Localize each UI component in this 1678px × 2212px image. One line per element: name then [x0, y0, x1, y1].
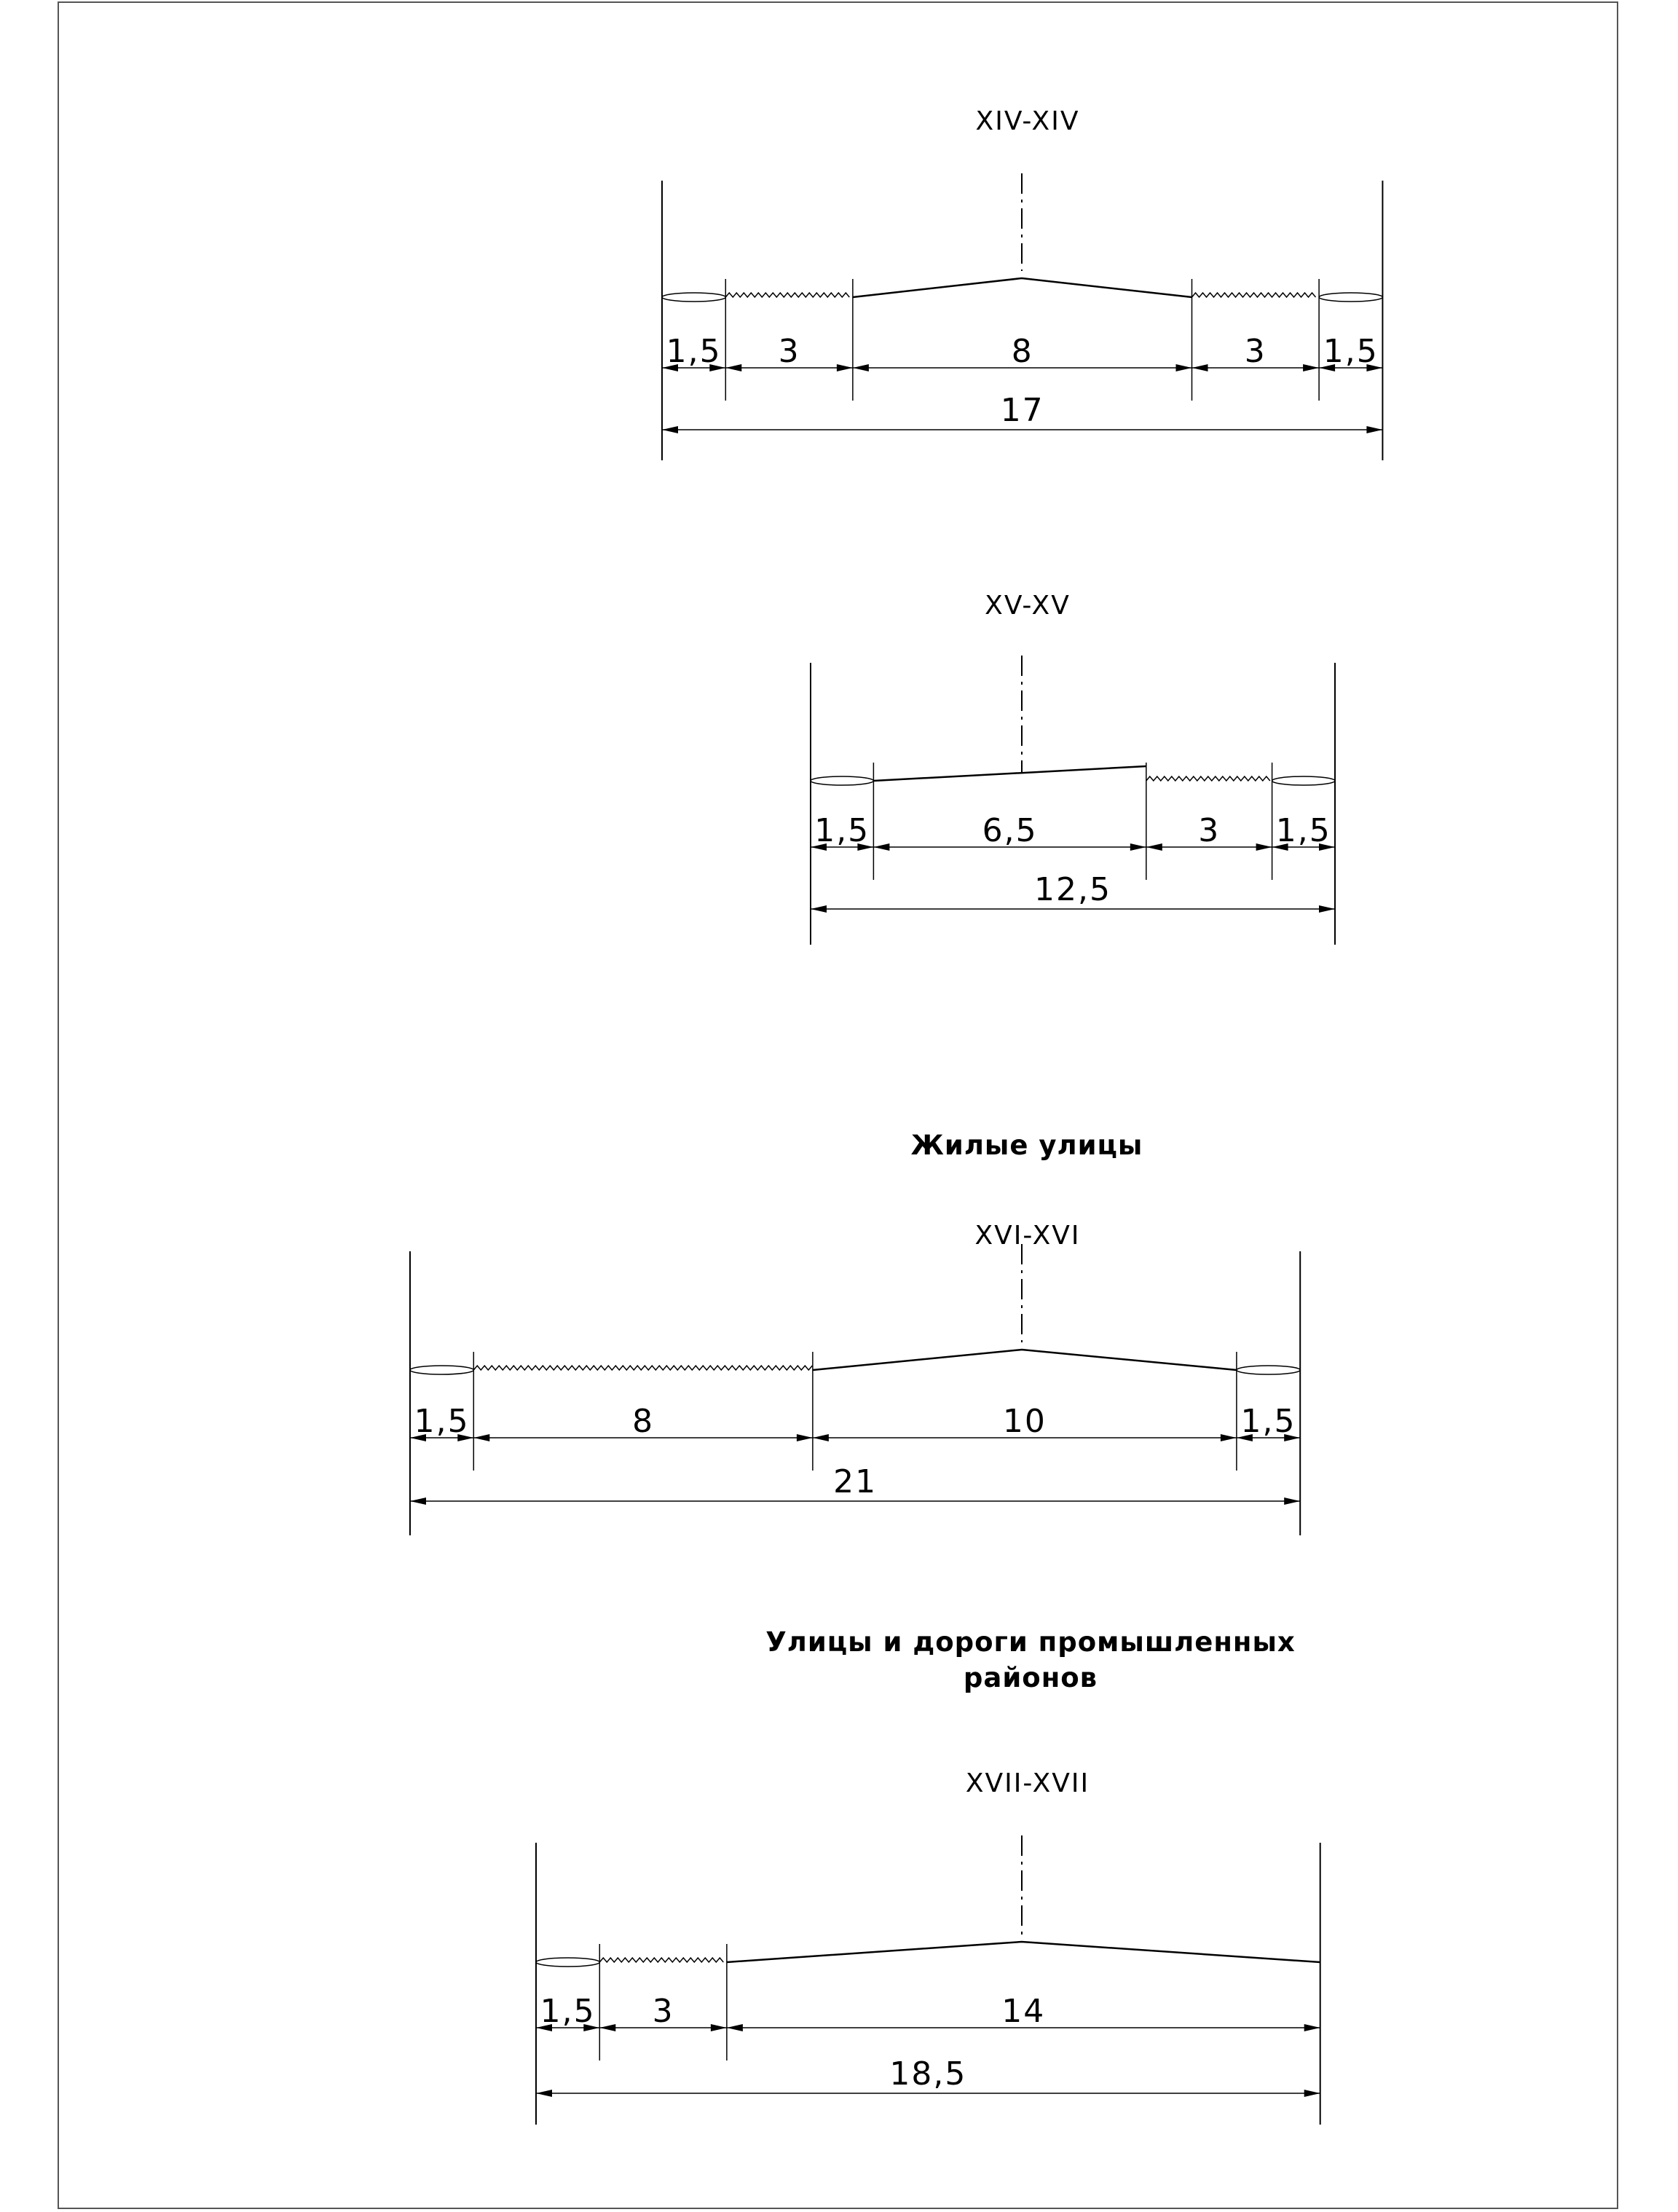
dimension-arrowhead — [725, 364, 741, 371]
dimension-label: 3 — [778, 333, 800, 370]
dimension-arrowhead — [873, 843, 889, 851]
carriageway — [727, 1942, 1320, 1962]
cross-section-1 — [662, 106, 1382, 460]
dimension-label: 1,5 — [1323, 333, 1379, 370]
dimension-arrowhead — [1304, 2090, 1320, 2097]
dimension-arrowhead — [1366, 426, 1382, 433]
heading-residential: Жилые улицы — [910, 1130, 1143, 1161]
dimension-arrowhead — [410, 1497, 426, 1505]
cross-section-3 — [410, 1221, 1300, 1535]
green-strip — [599, 1958, 723, 1962]
dimension-arrowhead — [711, 2024, 727, 2031]
dimension-arrowhead — [1221, 1434, 1237, 1441]
cross-section-2 — [811, 591, 1335, 945]
dimension-label: 10 — [1002, 1403, 1047, 1440]
sidewalk — [1272, 776, 1335, 785]
dimension-arrowhead — [853, 364, 869, 371]
dimension-label: 1,5 — [666, 333, 722, 370]
dimension-label: 8 — [632, 1403, 655, 1440]
dimension-arrowhead — [536, 2090, 552, 2097]
section-title: XIV-XIV — [975, 106, 1080, 136]
carriageway — [813, 1350, 1237, 1370]
dimension-arrowhead — [1130, 843, 1146, 851]
dimension-arrowhead — [662, 426, 678, 433]
section-title: XVII-XVII — [965, 1768, 1090, 1798]
dimension-arrowhead — [473, 1434, 489, 1441]
dimension-arrowhead — [1303, 364, 1319, 371]
green-strip — [725, 293, 849, 297]
dimension-arrowhead — [1146, 843, 1162, 851]
dimension-label: 1,5 — [1275, 812, 1331, 849]
dimension-label: 14 — [1001, 1993, 1046, 2030]
sidewalk — [662, 293, 725, 302]
green-strip — [1192, 293, 1316, 297]
total-dimension-label: 21 — [833, 1463, 878, 1500]
dimension-label: 6,5 — [982, 812, 1038, 849]
section-title: XVI-XVI — [974, 1221, 1081, 1251]
sidewalk — [1237, 1366, 1300, 1374]
dimension-label: 1,5 — [540, 1993, 596, 2030]
dimension-label: 3 — [1244, 333, 1267, 370]
dimension-label: 3 — [652, 1993, 674, 2030]
dimension-label: 8 — [1011, 333, 1033, 370]
cross-section-4 — [536, 1768, 1320, 2125]
dimension-arrowhead — [797, 1434, 813, 1441]
dimension-label: 3 — [1198, 812, 1221, 849]
dimension-arrowhead — [1256, 843, 1272, 851]
section-title: XV-XV — [985, 591, 1071, 621]
green-strip — [1146, 776, 1270, 781]
dimension-label: 1,5 — [814, 812, 870, 849]
dimension-arrowhead — [1192, 364, 1208, 371]
carriageway — [853, 278, 1192, 297]
dimension-arrowhead — [1284, 1497, 1300, 1505]
dimension-label: 1,5 — [414, 1403, 470, 1440]
dimension-label: 1,5 — [1240, 1403, 1296, 1440]
dimension-arrowhead — [1176, 364, 1192, 371]
sidewalk — [1319, 293, 1382, 302]
sidewalk — [811, 776, 873, 785]
total-dimension-label: 17 — [1000, 392, 1044, 429]
heading-industrial-line1: Улицы и дороги промышленных — [765, 1626, 1296, 1658]
dimension-arrowhead — [811, 905, 827, 913]
sidewalk — [410, 1366, 473, 1374]
heading-industrial-line2: районов — [963, 1662, 1098, 1693]
dimension-arrowhead — [1319, 905, 1335, 913]
dimension-arrowhead — [1304, 2024, 1320, 2031]
green-strip — [473, 1366, 812, 1370]
dimension-arrowhead — [727, 2024, 743, 2031]
sections-layer — [410, 106, 1382, 2125]
total-dimension-label: 12,5 — [1034, 871, 1111, 908]
sheet-border — [58, 2, 1618, 2208]
dimension-arrowhead — [813, 1434, 829, 1441]
carriageway — [873, 766, 1146, 781]
dimension-arrowhead — [599, 2024, 615, 2031]
dimension-arrowhead — [837, 364, 853, 371]
sidewalk — [536, 1958, 599, 1967]
total-dimension-label: 18,5 — [889, 2055, 967, 2093]
